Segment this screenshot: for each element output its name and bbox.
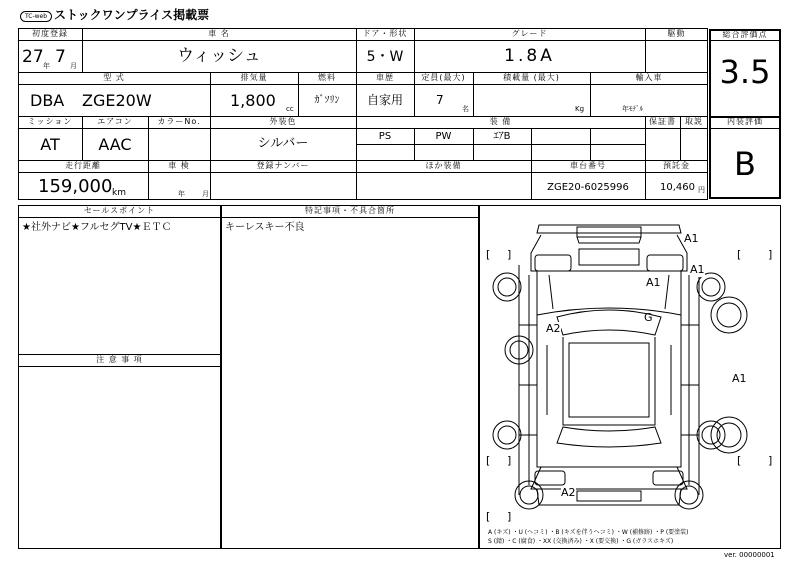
model-prefix: DBA [30,91,65,110]
import-model: 年ﾓﾃﾞﾙ [622,105,643,113]
warranty-label: 保証書 [649,117,676,126]
capacity-value: 7 [436,93,444,107]
bracket-left-top: [ [486,248,491,261]
equip-ps: PS [378,131,392,142]
exterior-color-label: 外装色 [269,117,297,126]
mark-a1-front: A1 [684,232,699,245]
aircon-value: AAC [98,135,132,154]
bracket-left-rear: [ [486,510,491,523]
bracket-right-rear: ] [507,510,512,523]
bracket-right-top2: ] [768,248,773,261]
mission-value: AT [40,135,60,154]
drive-label: 駆動 [667,29,686,38]
history-label: 車歴 [376,73,394,82]
bracket-right-bot: ] [507,454,512,467]
car-name-label: 車 名 [208,29,230,38]
legend-line-1: A (キズ) ・U (ヘコミ) ・B (キズを伴うヘコミ) ・W (補修跡) ・P (要塗装) [488,529,689,536]
import-label: 輸入車 [635,73,663,82]
fuel-value: ｶﾞｿﾘﾝ [314,95,340,106]
bracket-right-top: ] [507,248,512,261]
capacity-label: 定員(最大) [421,73,466,82]
displacement-value: 1,800 [230,91,276,110]
month-value: 7 [55,47,66,67]
year-unit: 年 [43,62,50,70]
grade-value: 1.8A [504,46,555,66]
price-label: 預託金 [663,161,690,170]
logo: TC-web [20,11,52,22]
car-name-value: ウィッシュ [177,46,261,66]
fuel-label: 燃料 [318,73,336,82]
inspection-label: 車 検 [168,161,190,170]
first-reg-label: 初度登録 [32,29,68,38]
sales-points-value: ★社外ナビ★フルセグTV★ＥＴＣ [22,222,172,233]
displacement-label: 排気量 [240,73,268,82]
legend-line-2: S (錆) ・C (腐食) ・XX (交換済み) ・X (要交換) ・G (ガラスホキズ) [488,538,674,545]
mark-g-windshield: G [644,311,653,324]
history-value: 自家用 [366,93,403,107]
reg-number-label: 登録ナンバー [256,161,310,170]
bracket-left-top2: [ [737,248,742,261]
month-unit: 月 [70,62,77,70]
mileage-label: 走行距離 [65,161,101,170]
special-notes-value: キーレスキー不良 [225,222,305,233]
overall-score-value: 3.5 [719,53,771,91]
interior-score-value: B [734,145,756,183]
mark-a1-right-front: A1 [690,263,705,276]
mark-a1-hood: A1 [646,276,661,289]
model-label: 型 式 [103,73,125,82]
special-notes-label: 特記事項・不具合箇所 [305,206,395,215]
overall-score-label: 総合評価点 [722,30,768,39]
color-no-label: カラーNo. [157,117,201,126]
chassis-no-value: ZGE20-6025996 [547,182,629,193]
mileage-value: 159,000 [38,176,113,197]
chassis-no-label: 車台番号 [570,161,606,170]
mark-a1-right: A1 [732,372,747,385]
aircon-label: エアコン [97,117,133,126]
door-shape-value: 5・W [366,49,404,65]
price-unit: 円 [698,186,705,194]
manual-label: 取説 [685,117,703,126]
load-unit: Kg [575,105,585,113]
grade-label: グレード [511,29,548,38]
version-text: ver. 00000001 [724,551,775,559]
interior-score-label: 内装評価 [727,117,763,126]
mission-label: ミッション [27,117,73,126]
special-notes-box [221,205,479,549]
page-title: ストックワンプライス掲載票 [54,8,210,22]
equip-airbag: ｴｱB [493,131,511,142]
displacement-unit: cc [286,105,294,113]
mileage-unit: km [112,188,126,198]
model-value: ZGE20W [82,91,152,110]
mark-a2-rear: A2 [561,486,576,499]
caution-label: 注 意 事 項 [96,355,143,364]
bracket-right-bot2: ] [768,454,773,467]
bracket-left-bot: [ [486,454,491,467]
exterior-color-value: シルバー [257,136,309,151]
year-value: 27 [22,47,44,67]
equip-pw: PW [435,131,452,142]
load-label: 積載量 (最大) [503,73,560,82]
sales-points-label: セールスポイント [83,206,156,215]
insp-month-unit: 月 [202,190,209,198]
bracket-left-bot2: [ [737,454,742,467]
sales-points-box [18,205,221,549]
door-shape-label: ドア・形状 [362,29,408,38]
insp-year-unit: 年 [178,190,185,198]
price-value: 10,460 [660,182,695,193]
capacity-unit: 名 [462,105,469,113]
mark-a2-left: A2 [546,322,561,335]
other-equipment-label: ほか装備 [425,161,462,170]
equipment-label: 装 備 [489,117,512,126]
